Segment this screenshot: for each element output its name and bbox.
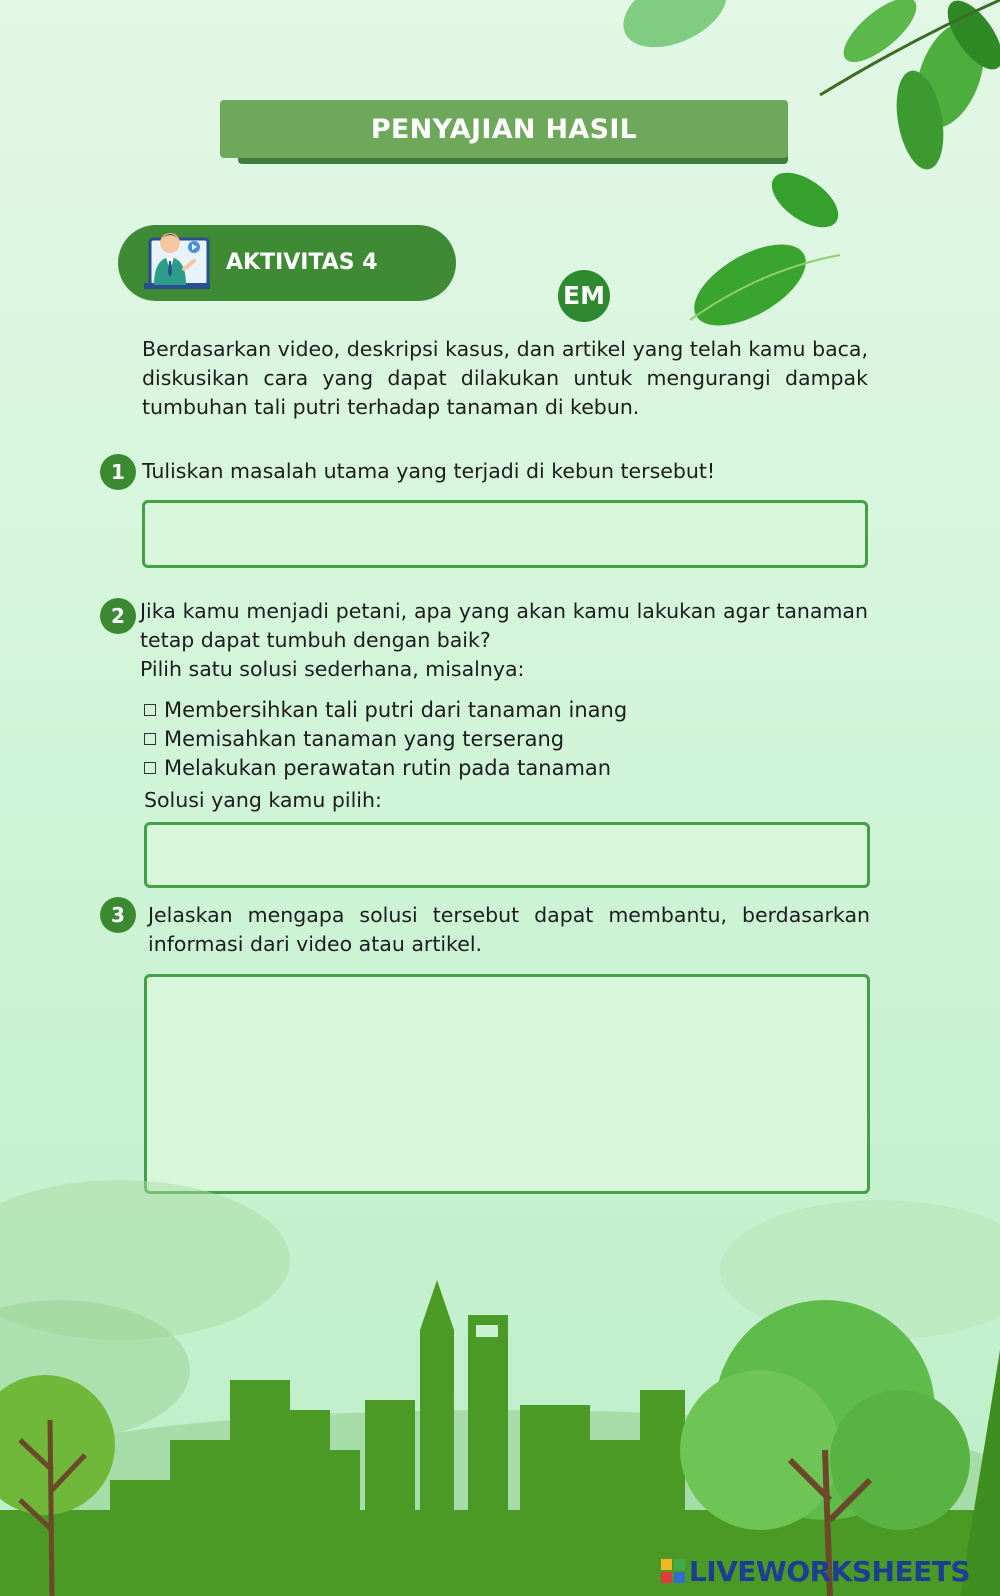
- liveworksheets-icon: [661, 1559, 685, 1583]
- leaves-decoration: [620, 0, 1000, 330]
- activity-label: AKTIVITAS 4: [226, 250, 378, 275]
- option-1[interactable]: Membersihkan tali putri dari tanaman inang: [144, 696, 627, 724]
- option-3[interactable]: Melakukan perawatan rutin pada tanaman: [144, 754, 611, 782]
- activity-pill: [118, 225, 456, 301]
- question-2-instruction: Pilih satu solusi sederhana, misalnya:: [140, 657, 525, 681]
- checkbox-icon: [144, 733, 156, 745]
- question-1-number: 1: [100, 454, 136, 490]
- question-2-text: Jika kamu menjadi petani, apa yang akan kamu lakukan agar tanaman tetap dapat tumbuh dengan baik?: [140, 599, 868, 652]
- intro-text: Berdasarkan video, deskripsi kasus, dan artikel yang telah kamu baca, diskusikan cara yang dapat dilakukan untuk mengurangi dampak tumbuhan tali putri terhadap tanaman di kebun.: [142, 337, 868, 419]
- checkbox-icon: [144, 762, 156, 774]
- liveworksheets-logo: [661, 1555, 970, 1587]
- question-3-text: Jelaskan mengapa solusi tersebut dapat membantu, berdasarkan informasi dari video atau artikel.: [148, 903, 870, 956]
- question-2-number: 2: [100, 598, 136, 634]
- teacher-icon: [136, 225, 216, 301]
- question-3-number: 3: [100, 897, 136, 933]
- title-banner: [220, 100, 788, 162]
- city-skyline-illustration: [0, 1150, 1000, 1596]
- checkbox-icon: [144, 704, 156, 716]
- answer-1-input[interactable]: [142, 500, 868, 568]
- page-title: PENYAJIAN HASIL: [220, 100, 788, 158]
- answer-2-input[interactable]: [144, 822, 870, 888]
- em-badge: EM: [558, 270, 610, 322]
- question-1-text: Tuliskan masalah utama yang terjadi di kebun tersebut!: [142, 459, 716, 483]
- option-2[interactable]: Memisahkan tanaman yang terserang: [144, 725, 564, 753]
- answer-2-label: Solusi yang kamu pilih:: [144, 788, 382, 812]
- brand-text: LIVEWORKSHEETS: [688, 1554, 970, 1588]
